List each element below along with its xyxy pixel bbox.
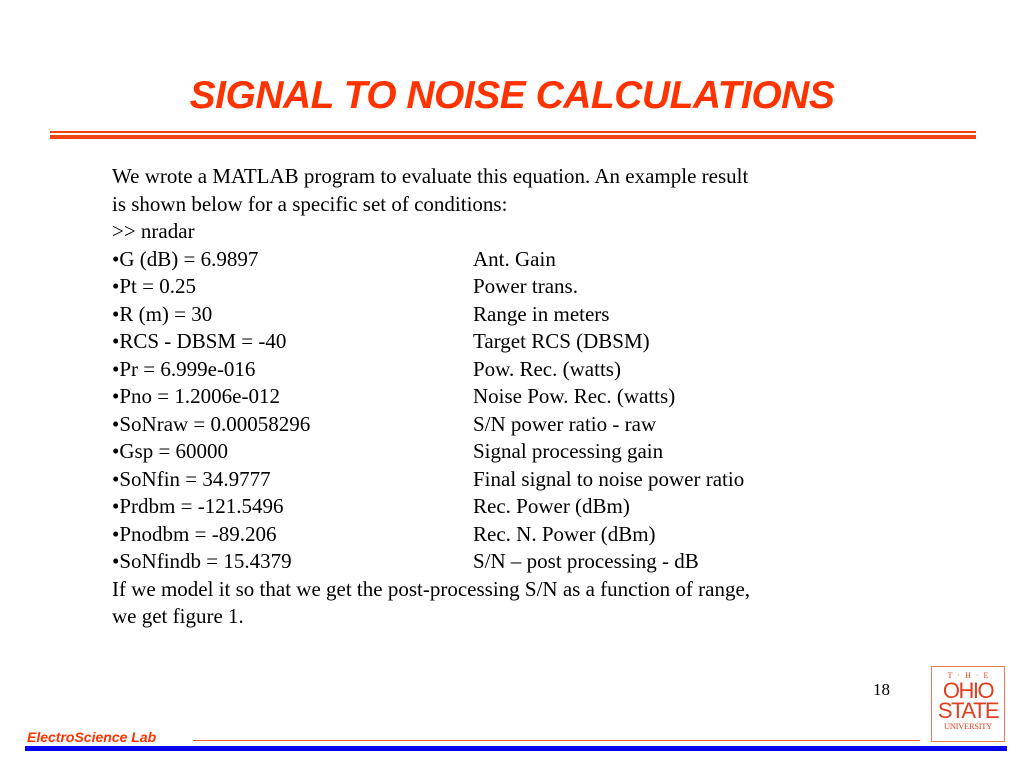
- footer-divider-orange: [193, 740, 920, 741]
- result-param: •Pt = 0.25: [112, 274, 196, 298]
- result-row: [112, 273, 912, 301]
- intro-line-2: is shown below for a specific set of conditions:: [112, 191, 508, 216]
- result-desc: Power trans.: [473, 274, 578, 298]
- footer-lab-name: ElectroScience Lab: [27, 729, 157, 745]
- result-param: •SoNfindb = 15.4379: [112, 549, 292, 573]
- result-row: [112, 246, 912, 274]
- result-row: [112, 328, 912, 356]
- result-row: [112, 301, 912, 329]
- result-param: •SoNfin = 34.9777: [112, 466, 271, 491]
- slide-body: [112, 163, 912, 631]
- result-param: •Gsp = 60000: [112, 439, 229, 463]
- result-param: •Pr = 6.999e-016: [112, 356, 256, 381]
- outro-line-2: we get figure 1.: [112, 604, 244, 628]
- result-desc: Noise Pow. Rec. (watts): [473, 384, 676, 408]
- result-desc: Signal processing gain: [473, 439, 664, 463]
- result-desc: Rec. N. Power (dBm): [473, 521, 656, 546]
- footer-divider-blue: [25, 746, 1007, 751]
- result-param: •G (dB) = 6.9897: [112, 246, 259, 271]
- title-divider-thick: [50, 135, 976, 139]
- page-number: 18: [873, 680, 890, 699]
- result-row: [112, 383, 912, 411]
- result-param: •R (m) = 30: [112, 301, 213, 326]
- matlab-command: >> nradar: [112, 219, 195, 243]
- result-row: [112, 493, 912, 521]
- result-desc: Final signal to noise power ratio: [473, 466, 745, 491]
- result-desc: Range in meters: [473, 301, 610, 326]
- result-param: •SoNraw = 0.00058296: [112, 411, 311, 436]
- result-row: [112, 411, 912, 439]
- result-param: •Pnodbm = -89.206: [112, 521, 277, 546]
- result-row: [112, 466, 912, 494]
- logo-university-text: UNIVERSITY: [944, 721, 992, 731]
- logo-state-text: STATE: [937, 698, 999, 723]
- outro-line-1: If we model it so that we get the post-processing S/N as a function of range,: [112, 576, 751, 601]
- logo-ohio-text: OHIO: [942, 678, 994, 703]
- result-desc: S/N power ratio - raw: [473, 411, 657, 436]
- intro-line-1: We wrote a MATLAB program to evaluate this equation. An example result: [112, 164, 749, 188]
- title-divider-thin: [50, 131, 976, 133]
- slide-title: SIGNAL TO NOISE CALCULATIONS: [189, 74, 835, 117]
- result-param: •Pno = 1.2006e-012: [112, 384, 280, 408]
- result-row: [112, 438, 912, 466]
- result-param: •Prdbm = -121.5496: [112, 494, 284, 518]
- result-param: •RCS - DBSM = -40: [112, 329, 287, 353]
- result-row: [112, 356, 912, 384]
- result-desc: Ant. Gain: [473, 246, 556, 271]
- ohio-state-logo: [931, 666, 1005, 742]
- result-desc: Rec. Power (dBm): [473, 494, 630, 518]
- logo-the-text: T·H·E: [947, 671, 994, 680]
- result-desc: S/N – post processing - dB: [473, 549, 699, 573]
- result-row: [112, 548, 912, 576]
- result-desc: Target RCS (DBSM): [473, 329, 650, 353]
- result-row: [112, 521, 912, 549]
- result-desc: Pow. Rec. (watts): [473, 356, 621, 381]
